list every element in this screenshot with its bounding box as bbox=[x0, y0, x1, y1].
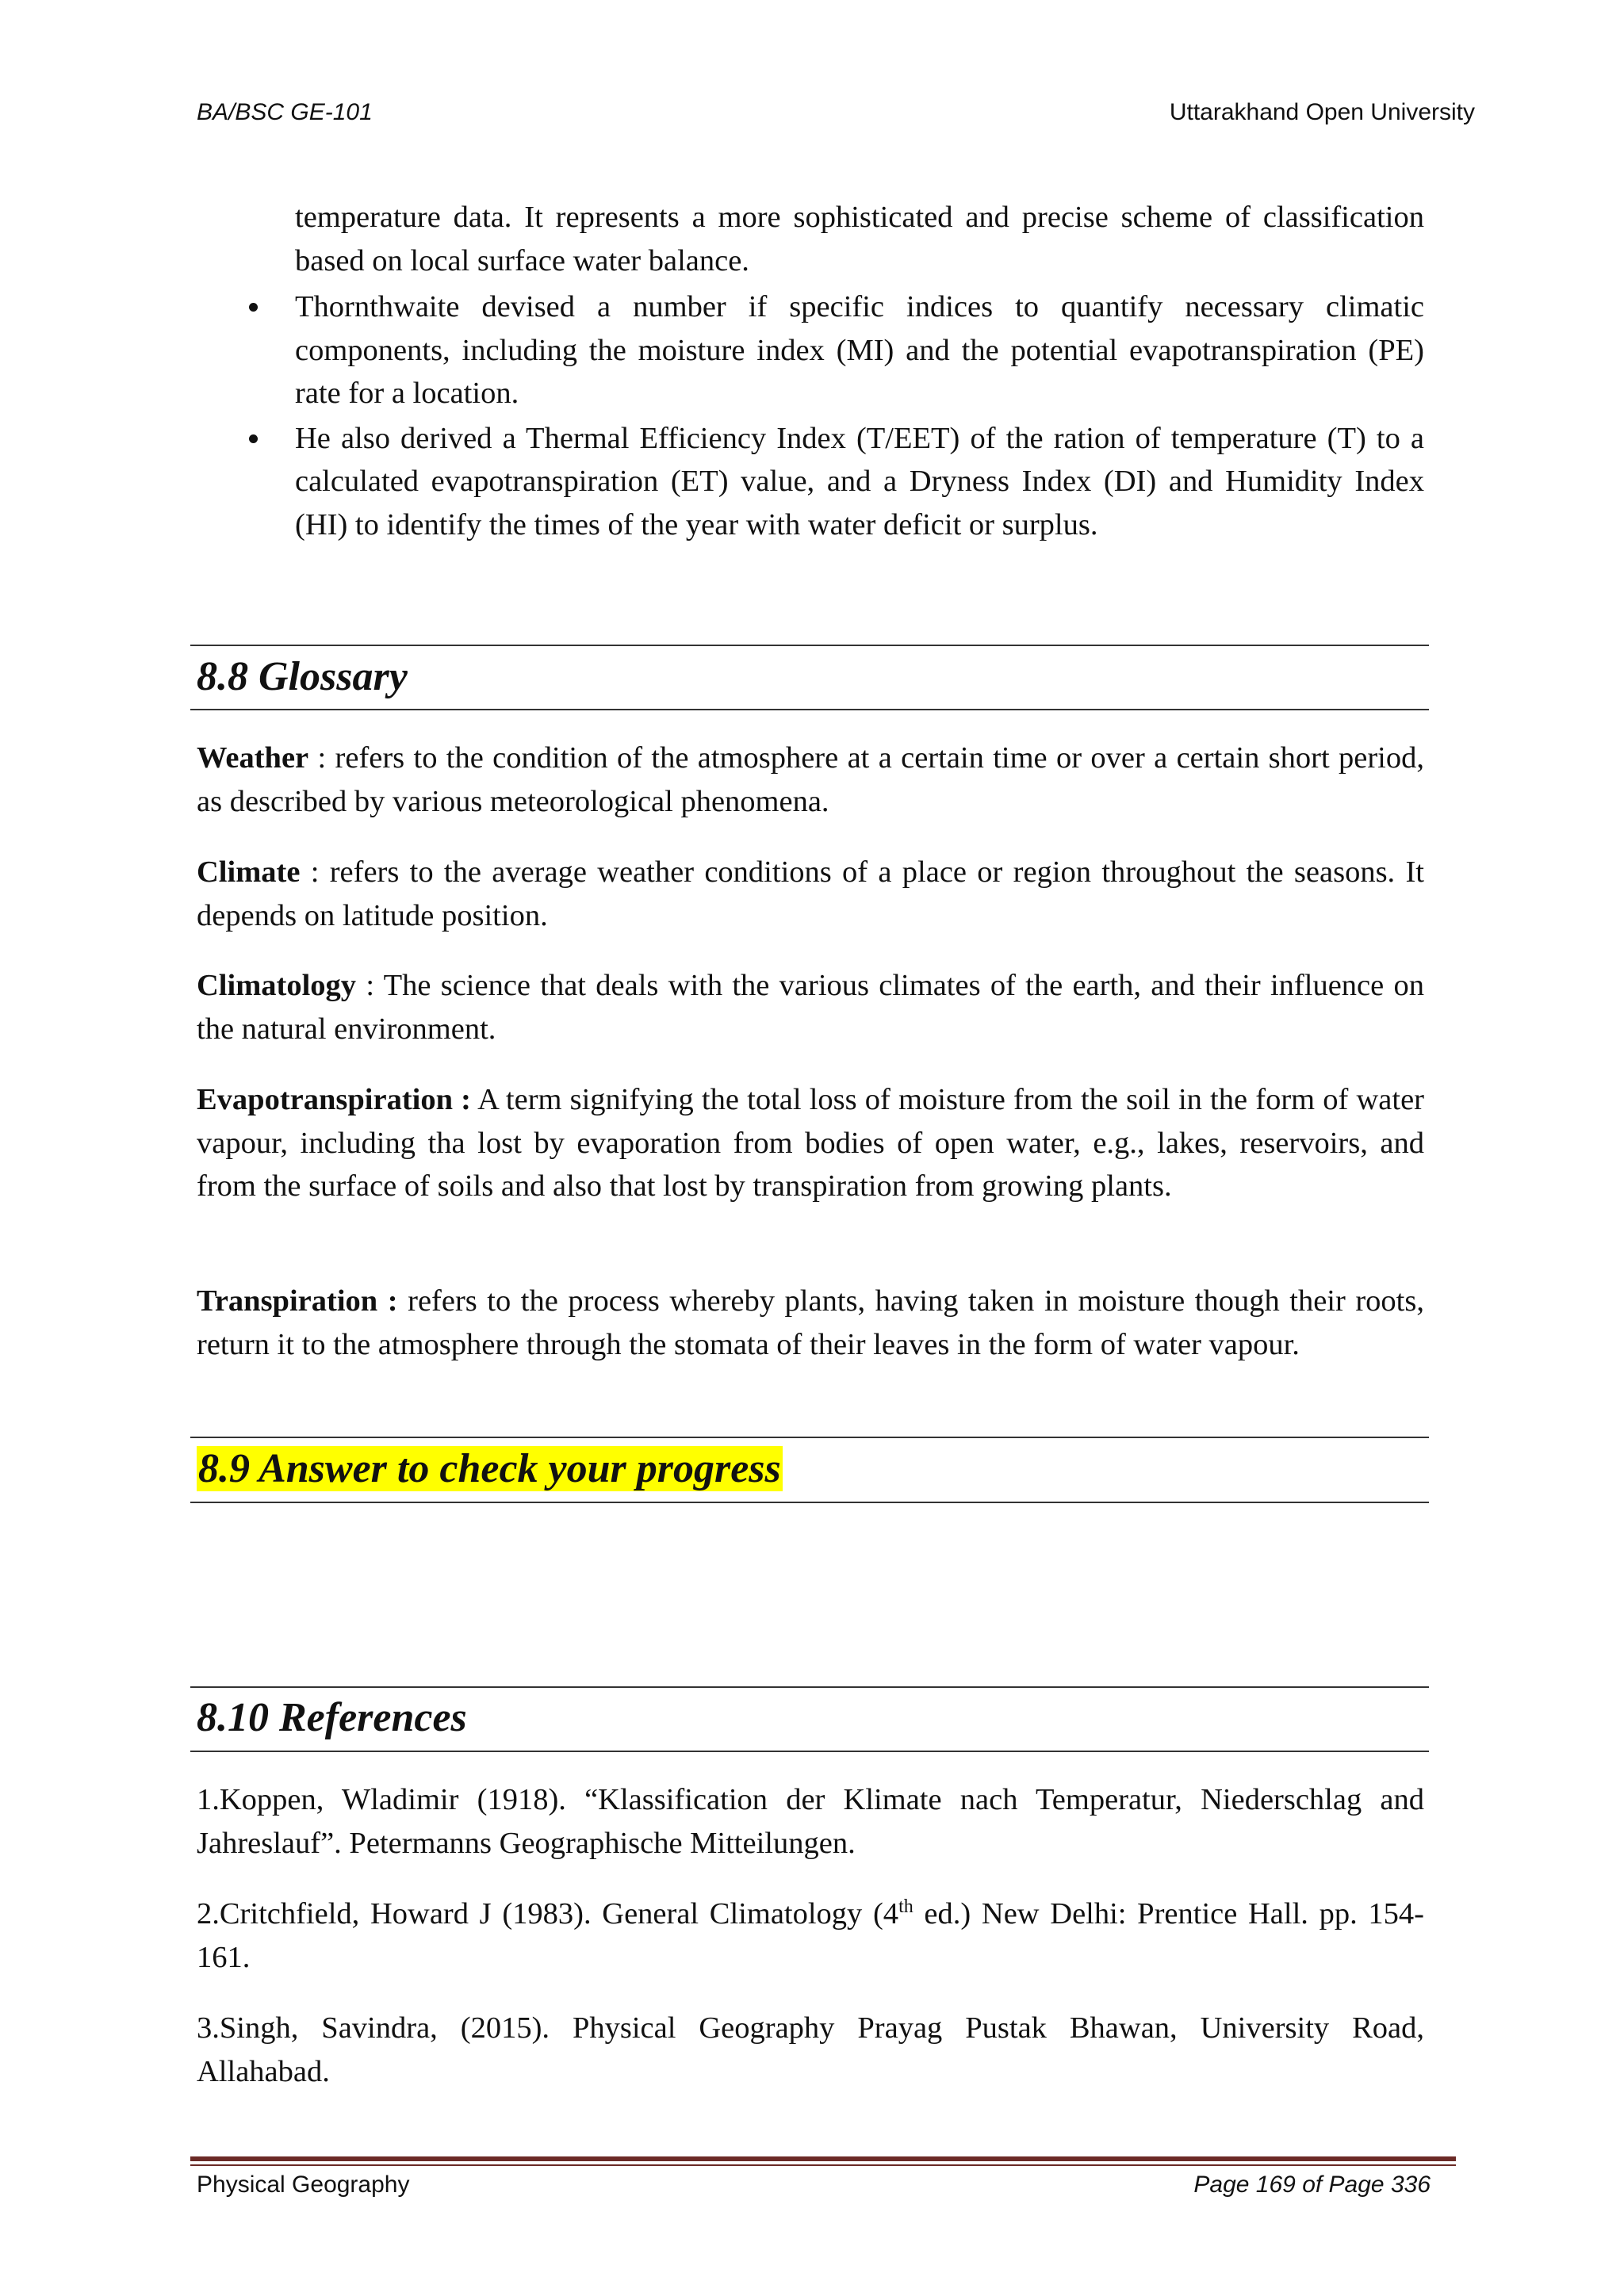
section-rule-bottom bbox=[190, 709, 1429, 710]
glossary-definition: refers to the condition of the atmosphere at a certain time or over a certain short period, as described by various meteorological phenomena. bbox=[197, 741, 1425, 818]
reference-text: 1.Koppen, Wladimir (1918). “Klassification der Klimate nach Temperatur, Niederschlag and Jahreslauf”. Petermanns Geographische Mitteilungen. bbox=[197, 1783, 1424, 1860]
running-header-university: Uttarakhand Open University bbox=[1169, 99, 1475, 125]
references-heading: 8.10 References bbox=[197, 1695, 467, 1740]
section-rule-bottom bbox=[190, 1502, 1429, 1503]
glossary-definition: refers to the average weather conditions of a place or region throughout the seasons. It depends on latitude position. bbox=[197, 855, 1424, 932]
glossary-term: Evapotranspiration : bbox=[197, 1083, 472, 1116]
list-item bbox=[238, 285, 1424, 415]
glossary-term: Transpiration : bbox=[197, 1284, 398, 1318]
glossary-entry: Climate : refers to the average weather conditions of a place or region throughout the seasons. It depends on latitude position. bbox=[197, 855, 1424, 932]
bullet-icon bbox=[249, 303, 258, 312]
intro-continuation: temperature data. It represents a more sophisticated and precise scheme of classification based on local surface water balance. bbox=[295, 201, 1424, 277]
glossary-term: Climatology bbox=[197, 969, 357, 1002]
bullet-list bbox=[238, 285, 1424, 548]
reference-item bbox=[197, 1778, 1424, 1865]
section-rule-top bbox=[190, 1437, 1429, 1438]
list-item bbox=[238, 417, 1424, 547]
bullet-icon bbox=[249, 434, 258, 443]
glossary-entry: Weather : refers to the condition of the atmosphere at a certain time or over a certain short period, as described by various meteorological phenomena. bbox=[197, 741, 1425, 818]
glossary-definition: The science that deals with the various climates of the earth, and their influence on the natural environment. bbox=[197, 969, 1424, 1046]
reference-item bbox=[197, 1892, 1424, 1979]
glossary-entry: Climatology : The science that deals with the various climates of the earth, and their influence on the natural environment. bbox=[197, 969, 1424, 1046]
glossary-heading: 8.8 Glossary bbox=[197, 654, 408, 699]
page-number: Page 169 of Page 336 bbox=[1193, 2172, 1431, 2198]
bullet-text: Thornthwaite devised a number if specific indices to quantify necessary climatic components, including the moisture index (MI) and the potential evapotranspiration (PE) rate for a location. bbox=[295, 290, 1424, 410]
glossary-entry bbox=[197, 1078, 1424, 1208]
footer-rule bbox=[190, 2156, 1456, 2161]
section-rule-bottom bbox=[190, 1751, 1429, 1752]
glossary-entry bbox=[197, 1280, 1424, 1366]
section-rule-top bbox=[190, 1686, 1429, 1688]
glossary-term: Climate bbox=[197, 855, 301, 889]
glossary-term: Weather bbox=[197, 741, 309, 775]
reference-text: 3.Singh, Savindra, (2015). Physical Geography Prayag Pustak Bhawan, University Road, Allahabad. bbox=[197, 2011, 1424, 2088]
highlighted-heading-text: 8.9 Answer to check your progress bbox=[198, 1446, 781, 1491]
section-rule-top bbox=[190, 645, 1429, 646]
bullet-text: He also derived a Thermal Efficiency Index (T/EET) of the ration of temperature (T) to a calculated evapotranspiration (ET) value, and a Dryness Index (DI) and Humidity Index (HI) to identify the times of the year with water deficit or surplus. bbox=[295, 421, 1424, 541]
footer-book-title: Physical Geography bbox=[197, 2172, 410, 2198]
footer-rule-thin bbox=[190, 2164, 1456, 2166]
glossary-definition: A term signifying the total loss of moisture from the soil in the form of water vapour, including tha lost by evaporation from bodies of open water, e.g., lakes, reservoirs, and from the surface of soils and also that lost by transpiration from growing plants. bbox=[197, 1083, 1424, 1203]
answers-heading bbox=[197, 1444, 783, 1494]
running-header-course: BA/BSC GE-101 bbox=[197, 99, 373, 125]
glossary-definition: refers to the process whereby plants, having taken in moisture though their roots, return it to the atmosphere through the stomata of their leaves in the form of water vapour. bbox=[197, 1284, 1424, 1361]
reference-text: 2.Critchfield, Howard J (1983). General Climatology (4th ed.) New Delhi: Prentice Hall. pp. 154-161. bbox=[197, 1896, 1424, 1974]
reference-item bbox=[197, 2007, 1424, 2093]
